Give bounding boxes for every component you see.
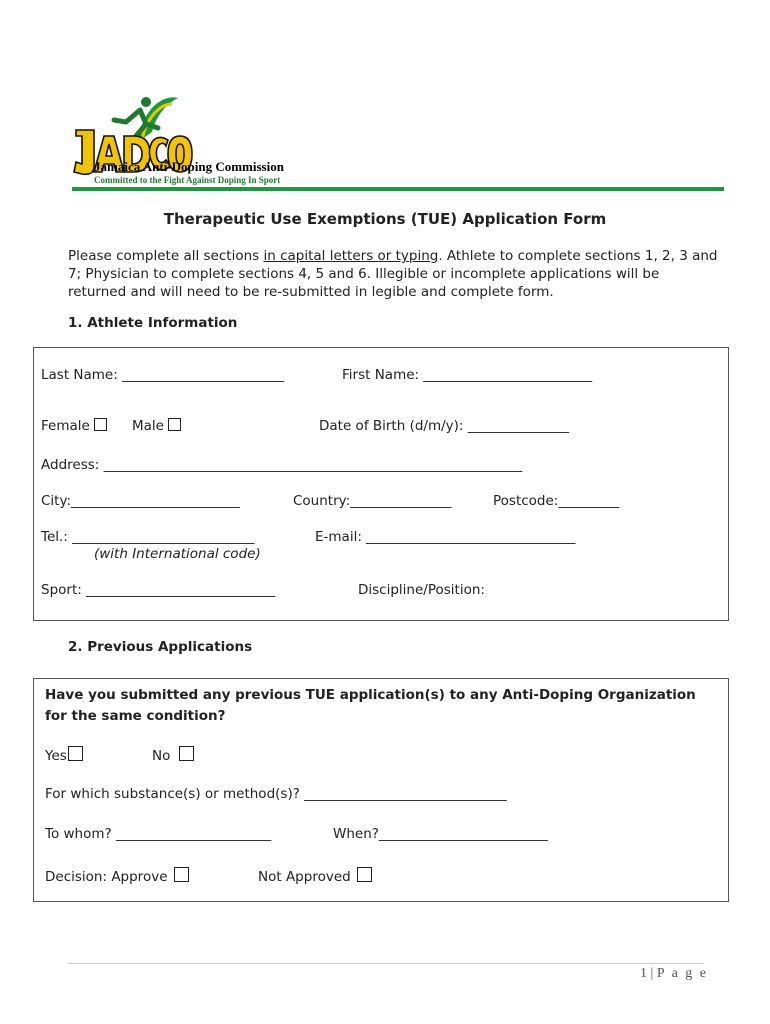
male-label: Male xyxy=(132,418,164,434)
jadco-logo xyxy=(70,92,300,188)
no-label: No xyxy=(152,748,171,764)
first-name-field[interactable]: First Name: _________________________ xyxy=(342,367,593,383)
country-field[interactable]: Country:_______________ xyxy=(293,493,452,509)
yes-checkbox[interactable] xyxy=(68,746,83,761)
yes-option[interactable] xyxy=(45,746,83,764)
not-approved-label: Not Approved xyxy=(258,869,351,885)
org-tagline: Committed to the Fight Against Doping In Sport xyxy=(94,175,281,185)
previous-tue-question: Have you submitted any previous TUE application(s) to any Anti-Doping Organization for the same condition? xyxy=(45,687,696,724)
dob-field[interactable]: Date of Birth (d/m/y): _______________ xyxy=(319,418,569,434)
not-approved-option[interactable] xyxy=(258,867,372,885)
when-field[interactable]: When?_________________________ xyxy=(333,826,548,842)
athlete-info-box xyxy=(33,347,729,621)
no-checkbox[interactable] xyxy=(179,746,194,761)
intro-text-1: Please complete all sections xyxy=(68,248,264,264)
discipline-field[interactable]: Discipline/Position: xyxy=(358,582,485,598)
substance-field[interactable]: For which substance(s) or method(s)? ______________________________ xyxy=(45,786,507,802)
last-name-field[interactable]: Last Name: ________________________ xyxy=(41,367,285,383)
page-number: 1 xyxy=(640,966,647,981)
postcode-field[interactable]: Postcode:_________ xyxy=(493,493,620,509)
email-field[interactable]: E-mail: _______________________________ xyxy=(315,529,576,545)
form-title: Therapeutic Use Exemptions (TUE) Application Form xyxy=(163,210,607,228)
intro-text-2: . Athlete to complete sections 1, 2, 3 and 7; Physician to complete sections 4, 5 and 6. Illegible or incomplete applications will be returned and will need to be re-submitted in legible and complete form. xyxy=(68,248,718,300)
header-rule xyxy=(72,187,724,191)
intl-code-note: (with International code) xyxy=(94,546,261,562)
male-option[interactable] xyxy=(132,418,181,434)
yes-label: Yes xyxy=(45,748,67,764)
decision-approve-option[interactable] xyxy=(45,867,189,885)
no-option[interactable] xyxy=(152,746,194,764)
intro-underlined: in capital letters or typing xyxy=(263,248,439,264)
page-label: P a g e xyxy=(656,966,709,981)
male-checkbox[interactable] xyxy=(168,418,181,431)
to-whom-field[interactable]: To whom? _______________________ xyxy=(45,826,272,842)
section2-heading: 2. Previous Applications xyxy=(68,639,253,655)
intro-paragraph xyxy=(68,247,718,301)
female-label: Female xyxy=(41,418,90,434)
sport-field[interactable]: Sport: ____________________________ xyxy=(41,582,276,598)
approve-checkbox[interactable] xyxy=(174,867,189,882)
decision-approve-label: Decision: Approve xyxy=(45,869,168,885)
female-checkbox[interactable] xyxy=(94,418,107,431)
org-name: Jamaica Anti-Doping Commission xyxy=(94,159,284,174)
page-footer: 1 | P a g e xyxy=(640,966,709,981)
tel-field[interactable]: Tel.: ___________________________ xyxy=(41,529,255,545)
not-approved-checkbox[interactable] xyxy=(357,867,372,882)
section1-heading: 1. Athlete Information xyxy=(68,315,238,331)
female-option[interactable] xyxy=(41,418,107,434)
city-field[interactable]: City:_________________________ xyxy=(41,493,240,509)
footer-rule xyxy=(68,963,704,964)
address-field[interactable]: Address: ______________________________________________________________ xyxy=(41,457,523,473)
